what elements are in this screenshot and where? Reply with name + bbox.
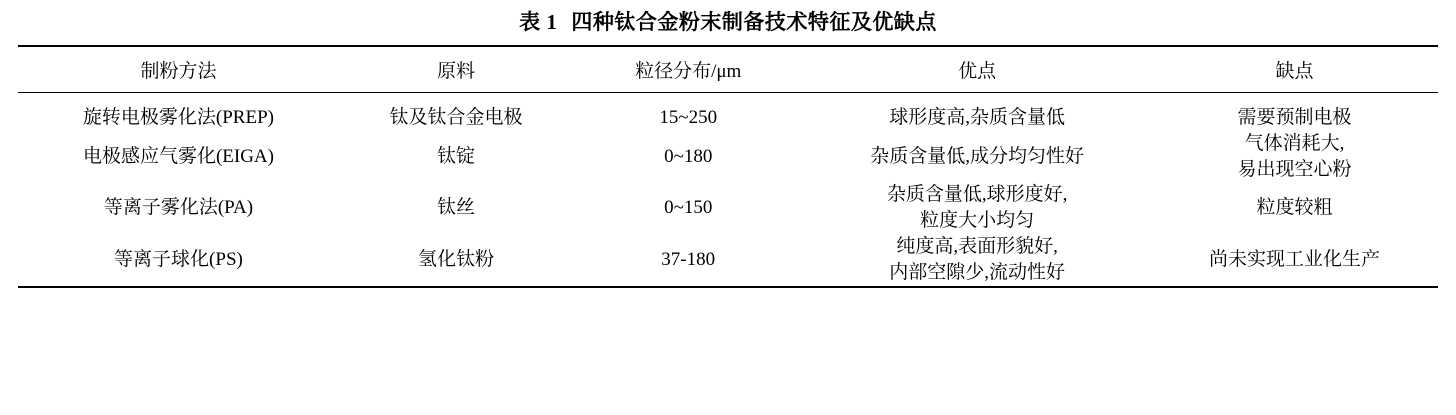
cell-line: 纯度高,表面形貌好, — [896, 236, 1058, 258]
table-row — [18, 234, 1438, 287]
cell-line: 氢化钛粉 — [418, 249, 495, 271]
cell-line: 气体消耗大, — [1244, 132, 1345, 154]
cell-advantages — [803, 234, 1151, 287]
table-body — [18, 93, 1438, 287]
cell-advantages — [803, 131, 1151, 183]
table-caption — [0, 0, 1456, 45]
cell-line: 钛丝 — [437, 197, 476, 219]
cell-line: 杂质含量低,成分均匀性好 — [870, 145, 1085, 167]
cell-disadvantages — [1151, 93, 1438, 131]
cell-disadvantages — [1151, 131, 1438, 183]
column-header-particle-size: 粒径分布/μm — [573, 46, 803, 93]
cell-particle-size — [573, 234, 803, 287]
cell-line: 旋转电极雾化法(PREP) — [82, 107, 274, 128]
table-caption-label: 表 1 — [519, 10, 558, 34]
cell-method — [18, 234, 339, 287]
table-caption-title: 四种钛合金粉末制备技术特征及优缺点 — [571, 10, 937, 34]
table-row — [18, 93, 1438, 131]
cell-raw-material — [339, 131, 573, 183]
cell-line: 0~180 — [664, 145, 713, 167]
cell-particle-size — [573, 131, 803, 183]
table-row — [18, 182, 1438, 234]
cell-raw-material — [339, 234, 573, 287]
cell-line: 37-180 — [661, 249, 716, 271]
cell-raw-material — [339, 93, 573, 131]
cell-line: 粒度较粗 — [1256, 197, 1333, 219]
cell-particle-size — [573, 182, 803, 234]
column-header-disadvantages: 缺点 — [1151, 46, 1438, 93]
cell-line: 球形度高,杂质含量低 — [889, 107, 1066, 128]
table-row — [18, 131, 1438, 183]
cell-line: 钛锭 — [437, 145, 476, 167]
cell-disadvantages — [1151, 234, 1438, 287]
cell-line: 易出现空心粉 — [1237, 158, 1352, 180]
powder-preparation-table — [18, 45, 1438, 288]
cell-method — [18, 131, 339, 183]
cell-line: 0~150 — [664, 197, 713, 219]
cell-raw-material — [339, 182, 573, 234]
cell-advantages — [803, 182, 1151, 234]
table-header-row — [18, 46, 1438, 93]
cell-line: 等离子球化(PS) — [114, 249, 243, 271]
cell-method — [18, 182, 339, 234]
cell-line: 钛及钛合金电极 — [389, 107, 523, 128]
cell-advantages — [803, 93, 1151, 131]
cell-particle-size — [573, 93, 803, 131]
cell-line: 15~250 — [659, 107, 718, 128]
cell-line: 等离子雾化法(PA) — [103, 197, 254, 219]
cell-line: 需要预制电极 — [1237, 107, 1352, 128]
cell-disadvantages — [1151, 182, 1438, 234]
column-header-method: 制粉方法 — [18, 46, 339, 93]
column-header-advantages: 优点 — [803, 46, 1151, 93]
cell-line: 杂质含量低,球形度好, — [886, 184, 1068, 206]
column-header-raw-material: 原料 — [339, 46, 573, 93]
cell-line: 尚未实现工业化生产 — [1209, 249, 1381, 271]
cell-method — [18, 93, 339, 131]
cell-line: 粒度大小均匀 — [920, 210, 1035, 232]
cell-line: 电极感应气雾化(EIGA) — [82, 145, 274, 167]
table-header — [18, 46, 1438, 93]
cell-line: 内部空隙少,流动性好 — [889, 261, 1066, 283]
